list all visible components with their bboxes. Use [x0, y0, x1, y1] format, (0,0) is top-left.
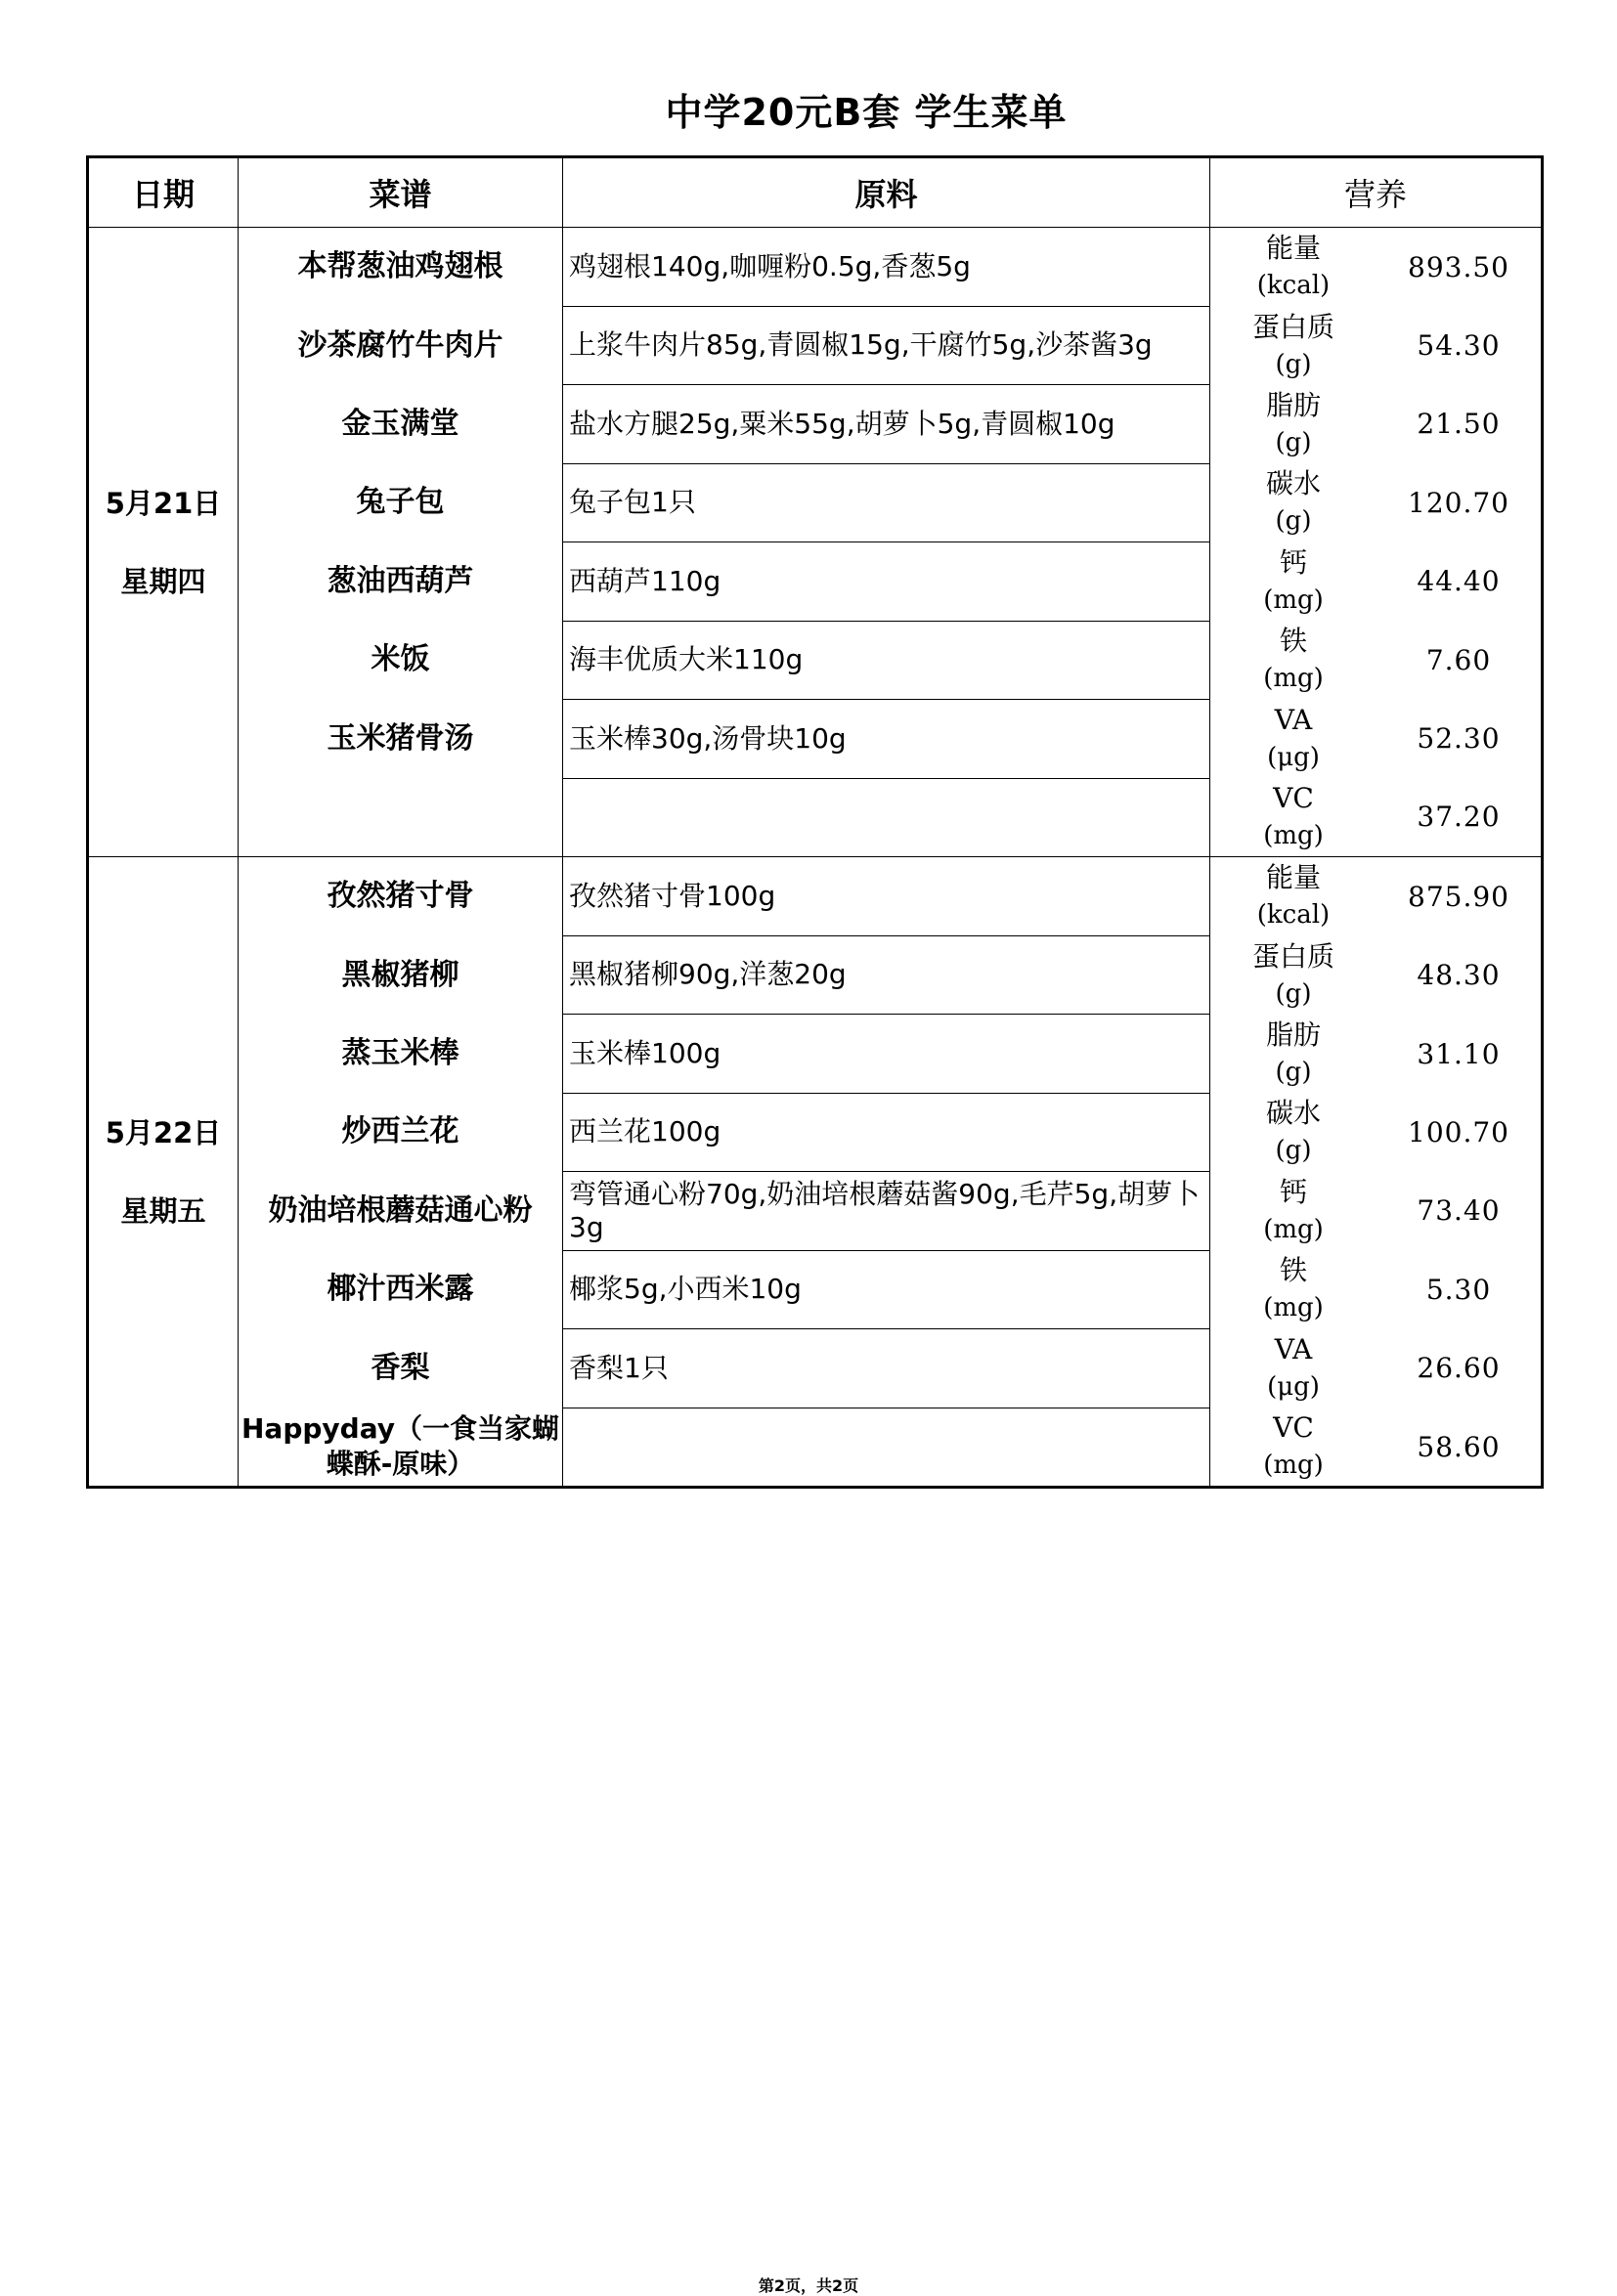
- nutrition-unit: (g): [1275, 427, 1312, 457]
- header-date: 日期: [88, 157, 239, 228]
- page-footer: 第2页，共2页: [758, 2276, 859, 2295]
- header-row: [88, 157, 1543, 228]
- ingredients-cell: 西兰花100g: [563, 1093, 1210, 1172]
- nutrition-unit: (mg): [1263, 820, 1324, 850]
- nutrition-item: [1210, 542, 1541, 621]
- nutrition-label-group: [1210, 387, 1377, 461]
- ingredients-cell: 香梨1只: [563, 1329, 1210, 1408]
- nutrition-label: 蛋白质: [1251, 310, 1334, 343]
- nutrition-item: [1210, 621, 1541, 699]
- nutrition-label-group: [1210, 544, 1377, 619]
- nutrition-label-group: [1210, 1409, 1377, 1484]
- header-menu: 菜谱: [239, 157, 563, 228]
- nutrition-value: 73.40: [1417, 1194, 1501, 1228]
- nutrition-label-group: [1210, 1331, 1377, 1406]
- dish-name: 本帮葱油鸡翅根: [297, 249, 503, 284]
- dish-name: 米饭: [371, 642, 430, 677]
- nutrition-item: [1210, 1093, 1541, 1171]
- nutrition-label-group: [1210, 309, 1377, 383]
- page-title-text: 中学20元B套 学生菜单: [665, 91, 1068, 134]
- nutrition-label: VC: [1273, 781, 1314, 814]
- nutrition-unit: (mg): [1263, 664, 1324, 694]
- dish-name: 兔子包: [356, 485, 445, 520]
- nutrition-label: 铁: [1279, 625, 1307, 658]
- nutrition-item: [1210, 857, 1541, 935]
- nutrition-label: 铁: [1279, 1254, 1307, 1287]
- nutrition-value: 875.90: [1408, 880, 1509, 913]
- nutrition-item: [1210, 1172, 1541, 1250]
- nutrition-unit: (mg): [1263, 1293, 1324, 1323]
- ingredients-cell: [563, 778, 1210, 857]
- nutrition-label: 钙: [1279, 1175, 1307, 1208]
- nutrition-label-group: [1210, 1017, 1377, 1091]
- nutrition-item: [1210, 306, 1541, 384]
- nutrition-value: 54.30: [1417, 329, 1501, 363]
- dish-list: [239, 857, 563, 1488]
- nutrition-list: [1210, 228, 1543, 857]
- nutrition-label-group: [1210, 1174, 1377, 1248]
- ingredients-cell: 玉米棒30g,汤骨块10g: [563, 700, 1210, 779]
- nutrition-label: 钙: [1279, 545, 1307, 579]
- dish-name: 奶油培根蘑菇通心粉: [268, 1192, 533, 1228]
- nutrition-label: VA: [1274, 1332, 1313, 1365]
- nutrition-item: [1210, 699, 1541, 777]
- nutrition-item: [1210, 778, 1541, 856]
- dish-name: 香梨: [371, 1350, 430, 1385]
- nutrition-item: [1210, 1015, 1541, 1093]
- ingredients-cell: 兔子包1只: [563, 463, 1210, 542]
- nutrition-unit: (μg): [1267, 1371, 1320, 1402]
- nutrition-value: 48.30: [1417, 959, 1501, 992]
- nutrition-unit: (μg): [1267, 742, 1320, 772]
- ingredients-cell: 鸡翅根140g,咖喱粉0.5g,香葱5g: [563, 228, 1210, 307]
- nutrition-label: 碳水: [1265, 467, 1321, 500]
- ingredients-cell: 孜然猪寸骨100g: [563, 857, 1210, 936]
- nutrition-label-group: [1210, 780, 1377, 854]
- date-text: 5月22日: [105, 1115, 222, 1149]
- dish-name: 金玉满堂: [341, 406, 459, 441]
- nutrition-item: [1210, 228, 1541, 306]
- nutrition-value: 58.60: [1417, 1430, 1501, 1463]
- ingredients-cell: 海丰优质大米110g: [563, 621, 1210, 700]
- nutrition-value: 52.30: [1417, 722, 1501, 756]
- nutrition-label: VA: [1274, 703, 1313, 736]
- ingredients-cell: 玉米棒100g: [563, 1015, 1210, 1094]
- ingredients-cell: [563, 1408, 1210, 1488]
- nutrition-unit: (mg): [1263, 585, 1324, 615]
- nutrition-item: [1210, 1328, 1541, 1407]
- date-text: 5月21日: [105, 486, 222, 520]
- dish-name: 葱油西葫芦: [327, 563, 474, 598]
- menu-table: [86, 155, 1544, 1489]
- nutrition-value: 26.60: [1417, 1352, 1501, 1385]
- nutrition-item: [1210, 1250, 1541, 1328]
- nutrition-value: 7.60: [1425, 643, 1492, 676]
- nutrition-value: 893.50: [1408, 250, 1509, 283]
- nutrition-value: 120.70: [1408, 486, 1509, 519]
- nutrition-label-group: [1210, 702, 1377, 776]
- dish-name: 玉米猪骨汤: [327, 720, 474, 756]
- nutrition-unit: (mg): [1263, 1451, 1324, 1481]
- header-nutrition: 营养: [1210, 157, 1543, 228]
- nutrition-value: 100.70: [1408, 1115, 1509, 1148]
- nutrition-value: 5.30: [1425, 1273, 1492, 1306]
- nutrition-unit: (g): [1275, 978, 1312, 1009]
- date-cell: [88, 228, 239, 857]
- nutrition-label: 脂肪: [1265, 388, 1321, 421]
- weekday-text: 星期五: [120, 1193, 206, 1228]
- weekday-text: 星期四: [120, 564, 206, 598]
- nutrition-unit: (mg): [1263, 1214, 1324, 1244]
- ingredients-cell: 黑椒猪柳90g,洋葱20g: [563, 935, 1210, 1015]
- nutrition-label: 能量: [1265, 861, 1321, 894]
- nutrition-label-group: [1210, 1095, 1377, 1169]
- nutrition-unit: (g): [1275, 1058, 1312, 1088]
- nutrition-label-group: [1210, 938, 1377, 1013]
- nutrition-item: [1210, 385, 1541, 463]
- dish-name: 沙茶腐竹牛肉片: [297, 327, 503, 363]
- dish-name: Happyday（一食当家蝴蝶酥-原味）: [241, 1412, 559, 1481]
- dish-name: 蒸玉米棒: [341, 1036, 459, 1071]
- nutrition-label-group: [1210, 859, 1377, 933]
- nutrition-label-group: [1210, 1252, 1377, 1326]
- ingredients-cell: 西葫芦110g: [563, 542, 1210, 622]
- nutrition-unit: (kcal): [1256, 900, 1331, 931]
- nutrition-value: 21.50: [1417, 408, 1501, 441]
- page-title: [0, 82, 1617, 136]
- nutrition-label: 碳水: [1265, 1097, 1321, 1130]
- dish-name: 椰汁西米露: [327, 1272, 474, 1307]
- menu-row: [88, 857, 1543, 936]
- nutrition-list: [1210, 857, 1543, 1488]
- nutrition-unit: (kcal): [1256, 271, 1331, 301]
- dish-name: 炒西兰花: [341, 1114, 459, 1149]
- nutrition-value: 44.40: [1417, 565, 1501, 598]
- nutrition-unit: (g): [1275, 1136, 1312, 1166]
- nutrition-label-group: [1210, 623, 1377, 697]
- nutrition-value: 31.10: [1417, 1037, 1501, 1070]
- dish-name: 黑椒猪柳: [341, 957, 459, 992]
- ingredients-cell: 弯管通心粉70g,奶油培根蘑菇酱90g,毛芹5g,胡萝卜3g: [563, 1172, 1210, 1251]
- dish-name: 孜然猪寸骨: [327, 879, 474, 914]
- nutrition-item: [1210, 463, 1541, 542]
- nutrition-label: VC: [1273, 1411, 1314, 1445]
- nutrition-unit: (g): [1275, 349, 1312, 379]
- nutrition-label: 蛋白质: [1251, 939, 1334, 973]
- date-cell: [88, 857, 239, 1488]
- nutrition-label-group: [1210, 465, 1377, 540]
- nutrition-item: [1210, 936, 1541, 1015]
- nutrition-label: 能量: [1265, 232, 1321, 265]
- nutrition-item: [1210, 1408, 1541, 1486]
- nutrition-value: 37.20: [1417, 801, 1501, 834]
- ingredients-cell: 上浆牛肉片85g,青圆椒15g,干腐竹5g,沙茶酱3g: [563, 306, 1210, 385]
- ingredients-cell: 盐水方腿25g,粟米55g,胡萝卜5g,青圆椒10g: [563, 385, 1210, 464]
- ingredients-cell: 椰浆5g,小西米10g: [563, 1250, 1210, 1329]
- dish-list: [239, 228, 563, 857]
- dish-name: [239, 778, 562, 856]
- nutrition-label-group: [1210, 230, 1377, 304]
- nutrition-label: 脂肪: [1265, 1018, 1321, 1052]
- nutrition-unit: (g): [1275, 506, 1312, 537]
- header-ingredients: 原料: [563, 157, 1210, 228]
- menu-row: [88, 228, 1543, 307]
